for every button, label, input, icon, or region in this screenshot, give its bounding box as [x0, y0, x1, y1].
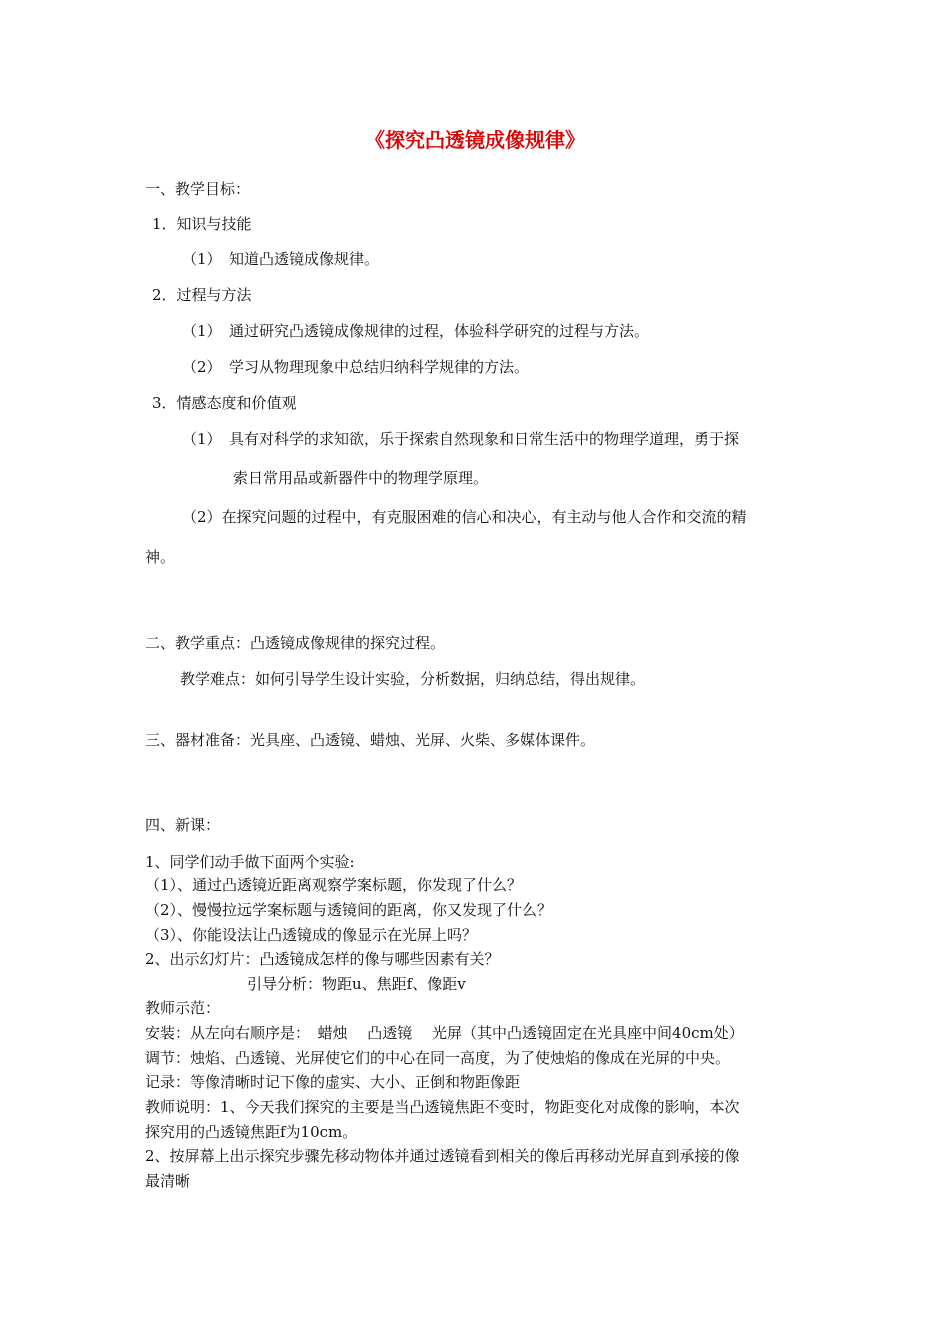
goal-3-item-2-line-2: 神。	[145, 548, 176, 566]
goal-3-item-2-line-1: （2）在探究问题的过程中，有克服困难的信心和决心，有主动与他人合作和交流的精	[182, 508, 747, 526]
section-2-difficulty: 教学难点：如何引导学生设计实验，分析数据，归纳总结，得出规律。	[180, 670, 646, 688]
document-title: 《探究凸透镜成像规律》	[365, 128, 585, 152]
goal-1-item-1: （1） 知道凸透镜成像规律。	[182, 250, 380, 268]
lesson-line: 记录：等像清晰时记下像的虚实、大小、正倒和物距像距	[145, 1073, 521, 1091]
goal-3-item-1-line-1: （1） 具有对科学的求知欲，乐于探索自然现象和日常生活中的物理学道理，勇于探	[182, 430, 740, 448]
section-2-key-point: 二、教学重点：凸透镜成像规律的探究过程。	[145, 634, 446, 652]
lesson-line: 2、按屏幕上出示探究步骤先移动物体并通过透镜看到相关的像后再移动光屏直到承接的像	[145, 1147, 740, 1165]
lesson-line: 调节：烛焰、凸透镜、光屏使它们的中心在同一高度，为了使烛焰的像成在光屏的中央。	[145, 1049, 731, 1067]
lesson-line: （2）、慢慢拉远学案标题与透镜间的距离，你又发现了什么？	[145, 901, 553, 919]
section-4-heading: 四、新课：	[145, 816, 221, 834]
lesson-line: 2、出示幻灯片：凸透镜成怎样的像与哪些因素有关？	[145, 950, 500, 968]
goal-2-item-2: （2） 学习从物理现象中总结归纳科学规律的方法。	[182, 358, 530, 376]
goal-2-item-1: （1） 通过研究凸透镜成像规律的过程，体验科学研究的过程与方法。	[182, 322, 650, 340]
lesson-line: （3）、你能设法让凸透镜成的像显示在光屏上吗？	[145, 926, 478, 944]
lesson-line: 1、同学们动手做下面两个实验:	[145, 853, 355, 871]
lesson-line: 教师示范：	[145, 999, 221, 1017]
lesson-line: 教师说明：1、今天我们探究的主要是当凸透镜焦距不变时，物距变化对成像的影响，本次	[145, 1098, 740, 1116]
section-1-heading: 一、教学目标：	[145, 180, 251, 198]
goal-1-heading: 1．知识与技能	[152, 215, 252, 233]
lesson-line: （1）、通过凸透镜近距离观察学案标题，你发现了什么？	[145, 876, 523, 894]
section-3-materials: 三、器材准备：光具座、凸透镜、蜡烛、光屏、火柴、多媒体课件。	[145, 731, 596, 749]
lesson-line: 引导分析：物距u、焦距f、像距v	[247, 975, 466, 993]
goal-2-heading: 2．过程与方法	[152, 286, 252, 304]
lesson-line: 安装：从左向右顺序是： 蜡烛 凸透镜 光屏（其中凸透镜固定在光具座中间40cm处）	[145, 1024, 744, 1042]
goal-3-item-1-line-2: 索日常用品或新器件中的物理学原理。	[233, 469, 489, 487]
lesson-line: 探究用的凸透镜焦距f为10cm。	[145, 1123, 358, 1141]
goal-3-heading: 3．情感态度和价值观	[152, 394, 297, 412]
lesson-line: 最清晰	[145, 1172, 191, 1190]
